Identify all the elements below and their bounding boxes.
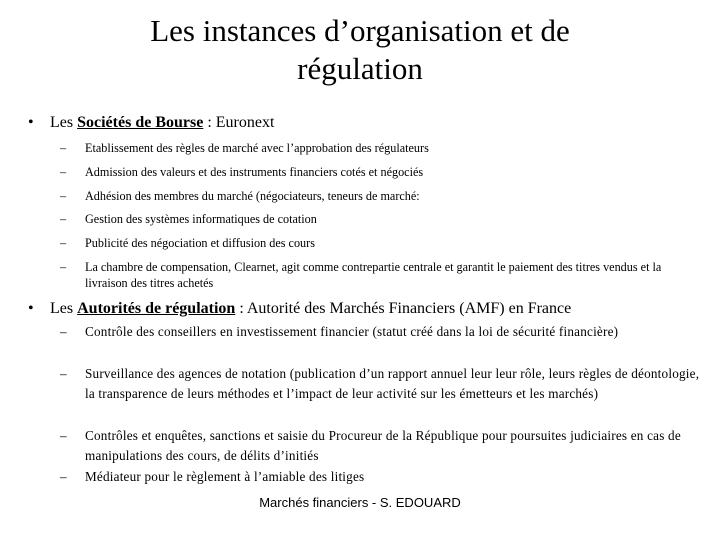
dash: – — [60, 428, 67, 443]
section-1-suffix: : Euronext — [203, 114, 275, 131]
section-2-suffix: : Autorité des Marchés Financiers (AMF) en France — [235, 300, 572, 317]
bullet: • — [28, 114, 34, 131]
list-item-text: Surveillance des agences de notation (publication d’un rapport annuel leur leur rôle, leurs règles de déontologie, la transparence de leurs méthodes et l’impact de leur activité sur les émetteurs et les marchés) — [85, 366, 700, 401]
slide-footer: Marchés financiers - S. EDOUARD — [259, 495, 461, 510]
dash: – — [60, 260, 67, 274]
dash: – — [60, 236, 67, 250]
list-item-text: Médiateur pour le règlement à l’amiable des litiges — [85, 469, 365, 484]
list-item-text: Gestion des systèmes informatiques de cotation — [85, 212, 317, 226]
dash: – — [60, 324, 67, 339]
list-item-text: La chambre de compensation, Clearnet, agit comme contrepartie centrale et garantit le paiement des titres vendus et la livraison des titres achetés — [85, 260, 662, 290]
list-item-text: Contrôles et enquêtes, sanctions et saisie du Procureur de la République pour poursuites judiciaires en cas de manipulations des cours, de délits d’initiés — [85, 428, 681, 463]
dash: – — [60, 165, 67, 179]
section-1-prefix: Les — [50, 114, 78, 131]
dash: – — [60, 469, 67, 484]
section-1-bold: Sociétés de Bourse — [77, 114, 204, 131]
title-line-2: régulation — [297, 51, 423, 86]
slide-title — [60, 12, 660, 88]
list-item-text: Etablissement des règles de marché avec l’approbation des régulateurs — [85, 141, 429, 155]
title-line-1: Les instances d’organisation et de — [150, 13, 570, 48]
section-2-prefix: Les — [50, 300, 78, 317]
list-item-text: Adhésion des membres du marché (négociateurs, teneurs de marché: — [85, 189, 420, 203]
dash: – — [60, 189, 67, 203]
dash: – — [60, 212, 67, 226]
section-2-bold: Autorités de régulation — [77, 300, 236, 317]
list-item-text: Admission des valeurs et des instruments financiers cotés et négociés — [85, 165, 424, 179]
dash: – — [60, 366, 67, 381]
dash: – — [60, 141, 67, 155]
list-item-text: Contrôle des conseillers en investissement financier (statut créé dans la loi de sécurité financière) — [85, 324, 619, 339]
list-item-text: Publicité des négociation et diffusion des cours — [85, 236, 315, 250]
bullet: • — [28, 300, 34, 317]
